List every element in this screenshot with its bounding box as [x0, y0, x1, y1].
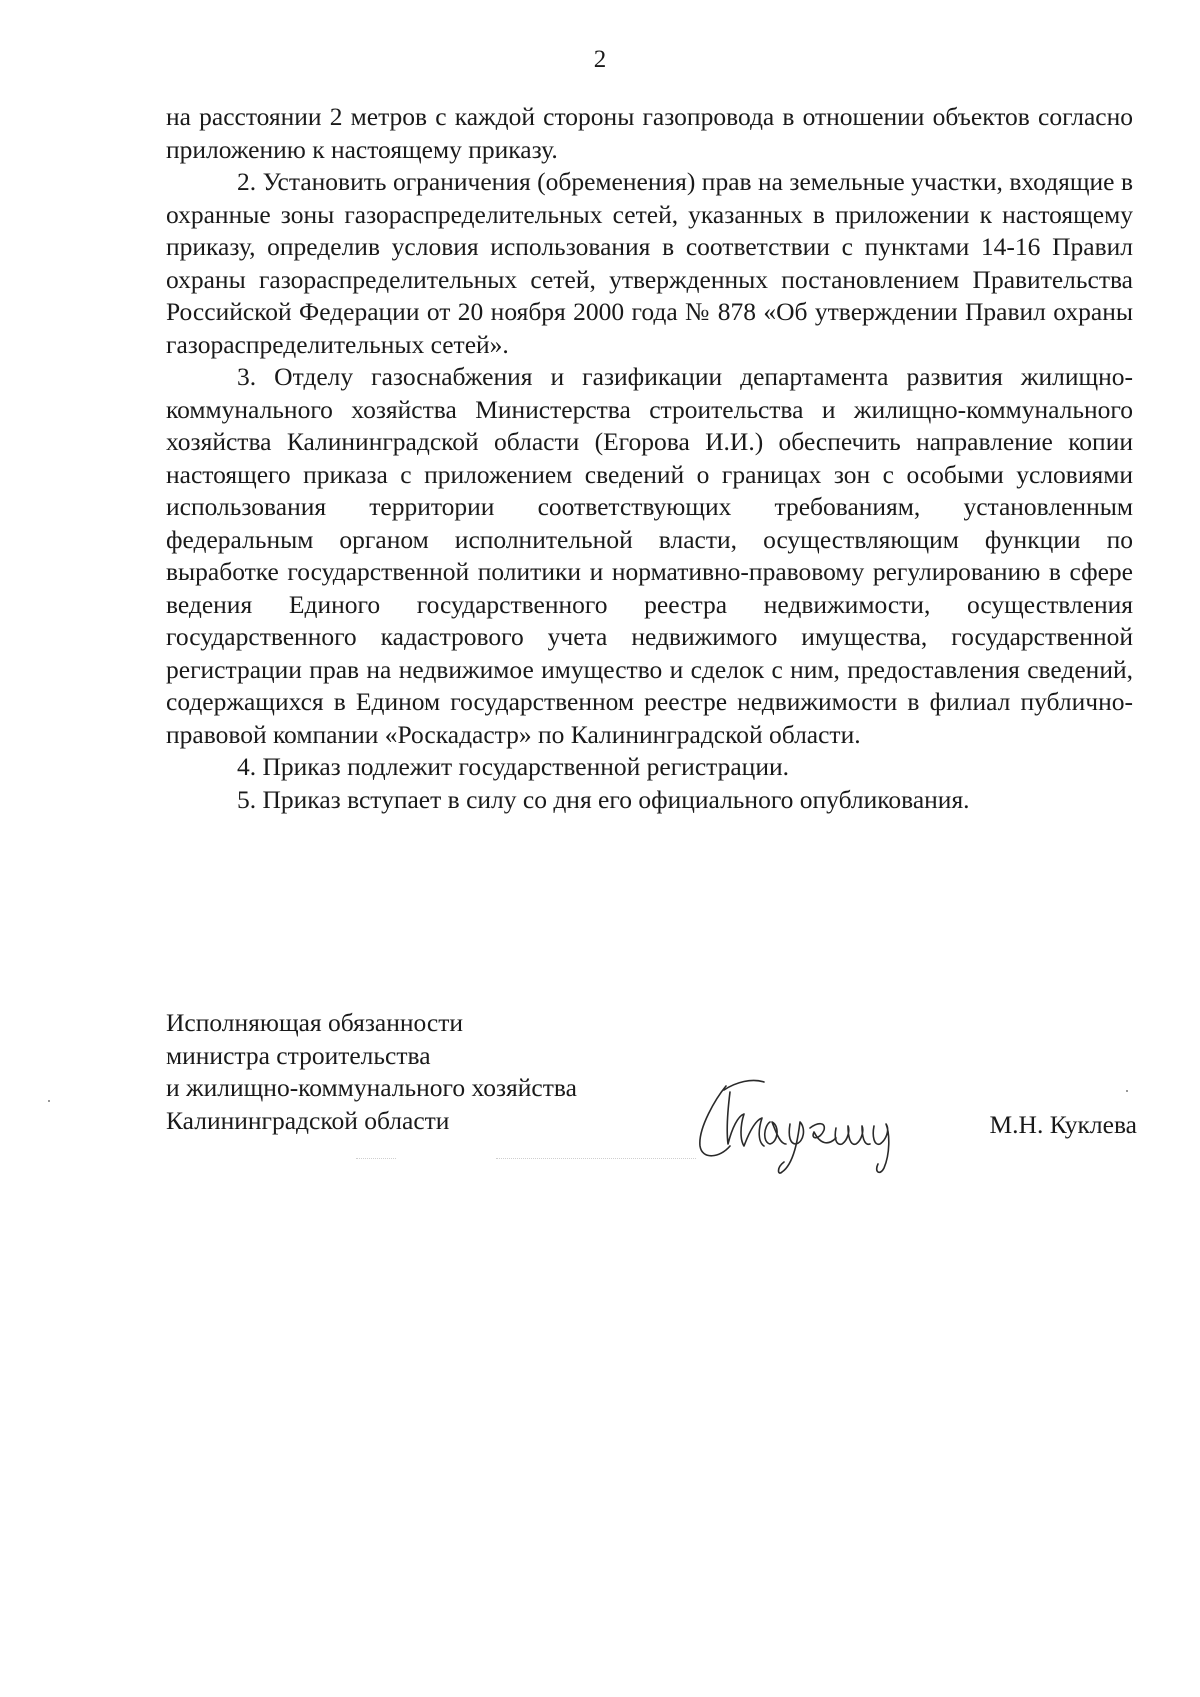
- paragraph-item-3: 3. Отделу газоснабжения и газификации департамента развития жилищно-коммунального хозяйства Министерства строительства и жилищно-коммунального хозяйства Калининградской области (Егорова И.И.) обеспечить направление копии настоящего приказа с приложением сведений о границах зон с особыми условиями использования территории соответствующих требованиям, установленным федеральным органом исполнительной власти, осуществляющим функции по выработке государственной политики и нормативно-правовому регулированию в сфере ведения Единого государственного реестра недвижимости, осуществления государственного кадастрового учета недвижимого имущества, государственной регистрации прав на недвижимое имущество и сделок с ним, предоставления сведений, содержащихся в Едином государственном реестре недвижимости в филиал публично-правовой компании «Роскадастр» по Калининградской области.: [166, 362, 1133, 749]
- signer-name: М.Н. Куклева: [989, 1110, 1137, 1139]
- position-line-1: Исполняющая обязанности: [166, 1008, 463, 1037]
- scan-artifact-line: [496, 1158, 696, 1159]
- handwritten-signature: [686, 1068, 916, 1178]
- document-body: [166, 101, 1133, 816]
- position-line-2: министра строительства: [166, 1040, 431, 1070]
- position-line-3: и жилищно-коммунального хозяйства: [166, 1073, 577, 1102]
- paragraph-continuation: на расстоянии 2 метров с каждой стороны газопровода в отношении объектов согласно приложению к настоящему приказу.: [166, 102, 1133, 164]
- signatory-position: [166, 1007, 626, 1137]
- paragraph-item-5: 5. Приказ вступает в силу со дня его официального опубликования.: [237, 784, 970, 814]
- page-number: 2: [593, 46, 607, 73]
- scan-artifact-speck: [48, 1100, 50, 1102]
- scan-artifact-speck: [1126, 1090, 1128, 1092]
- paragraph-item-2: 2. Установить ограничения (обременения) прав на земельные участки, входящие в охранные зоны газораспределительных сетей, указанных в приложении к настоящему приказу, определив условия использования в соответствии с пунктами 14-16 Правил охраны газораспределительных сетей, утвержденных постановлением Правительства Российской Федерации от 20 ноября 2000 года № 878 «Об утверждении Правил охраны газораспределительных сетей».: [166, 167, 1133, 359]
- position-line-4: Калининградской области: [166, 1105, 450, 1135]
- scan-artifact-line: [356, 1158, 396, 1159]
- paragraph-item-4: 4. Приказ подлежит государственной регистрации.: [237, 752, 789, 781]
